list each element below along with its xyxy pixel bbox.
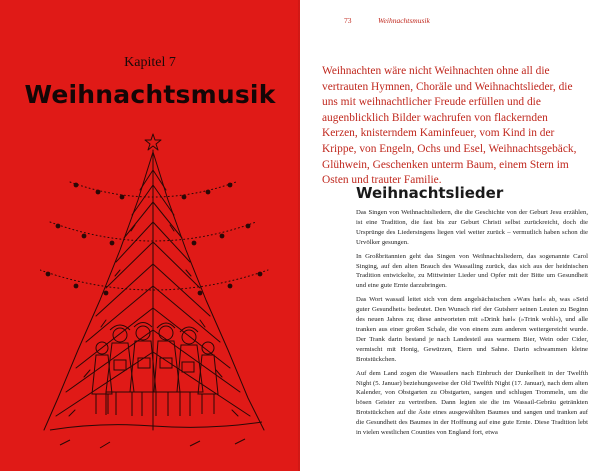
intro-paragraph: Weihnachten wäre nicht Weihnachten ohne all die vertrauten Hymnen, Choräle und Weihnachtslieder, die uns mit weihnachtlicher Freude erfüllen und die augenblicklich Bilder wachrufen von flackernden Kerzen, knisterndem Kaminfeuer, vom Kind in der Krippe, von Engeln, Ochs und Esel, Weihnachtsgebäck, Glühwein, Geschenken unterm Baum, einem Stern im Osten und trauter Familie. (322, 65, 577, 187)
body-paragraph: Auf dem Land zogen die Wassailers nach Einbruch der Dunkelheit in der Twelfth Night (5. Januar) beziehungsweise der Old Twelfth Night (17. Januar), nach dem alten Kalender, von Obstgarten zu Obstgarten, sangen und schlugen Trommeln, um die bösen Geister zu vertreiben. Dann legten sie die im Wassail-Gebräu getränkten Brotstückchen auf die Äste eines ausgewählten Baumes und sangen und tranken auf die Gesundheit des Baumes in der Hoffnung auf eine gute Ernte. Diese Tradition lebt in vielen westlichen Counties von England fort, etwa (356, 369, 588, 437)
body-paragraph: Das Singen von Weihnachtsliedern, die die Geschichte von der Geburt Jesu erzählen, ist eine Tradition, die fast bis zur Geburt Christi selbst zurückreicht, doch die Ursprünge des Liedersingens liegen viel weiter zurück – vermutlich haben schon die Urvölker gesungen. (356, 209, 588, 246)
body-paragraph: In Großbritannien geht das Singen von Weihnachtsliedern, das sogenannte Carol Singing, auf den alten Brauch des Wassailing zurück, das sich aus der heidnischen Tradition entwickelte, zu Mittwinter Lieder und Opfer mit der Bitte um Gesundheit und eine gute Ernte darzubringen. (356, 252, 588, 290)
christmas-tree-illustration (40, 130, 270, 470)
page-number: 73 (344, 16, 352, 25)
tree-star-icon (145, 134, 161, 150)
chapter-label: Kapitel 7 (124, 55, 176, 70)
body-paragraph: Das Wort wassail leitet sich von dem angelsächsischen »Wæs hæl« ab, was »Seid guter Gesundheit« bedeutet. Den Wunsch rief der Gutsherr seinen Leuten zu Beginn des neuen Jahres zu; diese antworteten mit »Drink hæl« (»Trink wohl«), und alle tranken aus einer großen Schale, die von einem zum anderen weitergereicht wurde. Der Trank darin bestand je nach Landesteil aus warmem Bier, Wein oder Cider, vermischt mit Honig, Gewürzen, Eiern und Sahne. Darin schwammen kleine Brotstückchen. (356, 296, 588, 363)
right-page (300, 0, 600, 471)
body-text (356, 208, 588, 442)
chapter-title: Weihnachtsmusik (24, 80, 276, 109)
section-title: Weihnachtslieder (356, 184, 504, 202)
running-head: Weihnachtsmusik (378, 16, 430, 25)
